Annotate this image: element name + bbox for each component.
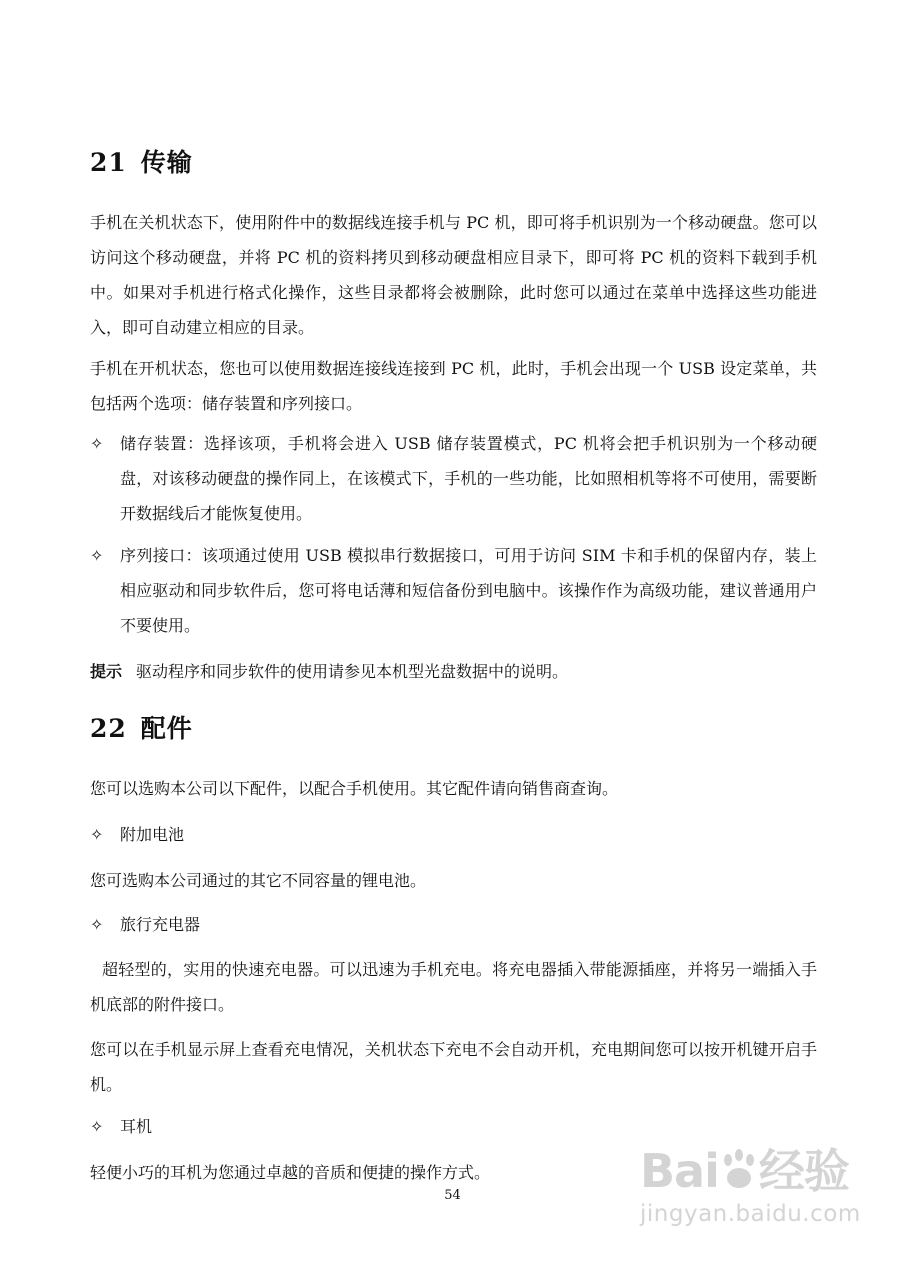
section-21-heading xyxy=(90,143,193,179)
bullet-text: 耳机 xyxy=(120,1117,153,1136)
paragraph: 您可以选购本公司以下配件，以配合手机使用。其它配件请向销售商查询。 xyxy=(90,779,619,798)
paragraph: 超轻型的，实用的快速充电器。可以迅速为手机充电。将充电器插入带能源插座，并将另一端插入手机底部的附件接口。 xyxy=(90,960,817,1014)
section-number: 21 xyxy=(90,148,127,177)
bullet-text: 附加电池 xyxy=(120,825,185,844)
tip-text: 驱动程序和同步软件的使用请参见本机型光盘数据中的说明。 xyxy=(136,662,569,681)
paragraph: 手机在开机状态，您也可以使用数据连接线连接到 PC 机，此时，手机会出现一个 USB 设定菜单，共包括两个选项：储存装置和序列接口。 xyxy=(90,359,817,413)
bullet-text: 序列接口：该项通过使用 USB 模拟串行数据接口，可用于访问 SIM 卡和手机的保留内存，装上相应驱动和同步软件后，您可将电话薄和短信备份到电脑中。该操作作为高级功能，建议普通用户不要使用。 xyxy=(120,546,817,635)
bullet-icon: ✧ xyxy=(90,1117,104,1136)
watermark-logo-right: 经验 xyxy=(758,1144,849,1198)
paragraph: 轻便小巧的耳机为您通过卓越的音质和便捷的操作方式。 xyxy=(90,1163,491,1182)
bullet-text: 储存装置：选择该项，手机将会进入 USB 储存装置模式，PC 机将会把手机识别为一个移动硬盘，对该移动硬盘的操作同上，在该模式下，手机的一些功能，比如照相机等将不可使用，需要断开数据线后才能恢复使用。 xyxy=(120,434,817,523)
paragraph: 手机在关机状态下，使用附件中的数据线连接手机与 PC 机，即可将手机识别为一个移动硬盘。您可以访问这个移动硬盘，并将 PC 机的资料拷贝到移动硬盘相应目录下，即可将 PC 机的资料下载到手机中。如果对手机进行格式化操作，这些目录都将会被删除，此时您可以通过在菜单中选择这些功能进入，即可自动建立相应的目录。 xyxy=(90,213,817,337)
bullet-item xyxy=(90,817,817,852)
section-number: 22 xyxy=(90,714,127,743)
bullet-item xyxy=(90,426,817,531)
bullet-item xyxy=(90,907,817,942)
paragraph: 您可选购本公司通过的其它不同容量的锂电池。 xyxy=(90,871,427,890)
bullet-icon: ✧ xyxy=(90,915,104,934)
tip-label: 提示 xyxy=(90,662,123,681)
baidu-jingyan-watermark xyxy=(640,1144,861,1229)
bullet-icon: ✧ xyxy=(90,434,104,453)
page-number: 54 xyxy=(444,1188,461,1203)
bullet-text: 旅行充电器 xyxy=(120,915,201,934)
section-22-heading xyxy=(90,709,193,745)
bullet-icon: ✧ xyxy=(90,825,104,844)
bullet-item xyxy=(90,538,817,643)
paw-icon xyxy=(719,1148,759,1199)
paragraph: 您可以在手机显示屏上查看充电情况，关机状态下充电不会自动开机，充电期间您可以按开机键开启手机。 xyxy=(90,1040,817,1094)
section-title: 配件 xyxy=(140,714,193,743)
watermark-url: jingyan.baidu.com xyxy=(640,1201,861,1227)
bullet-icon: ✧ xyxy=(90,546,104,565)
watermark-logo-left: Bai xyxy=(640,1144,719,1198)
section-title: 传输 xyxy=(140,148,193,177)
watermark-logo xyxy=(640,1144,861,1199)
tip-note xyxy=(90,654,817,689)
bullet-item xyxy=(90,1109,817,1144)
